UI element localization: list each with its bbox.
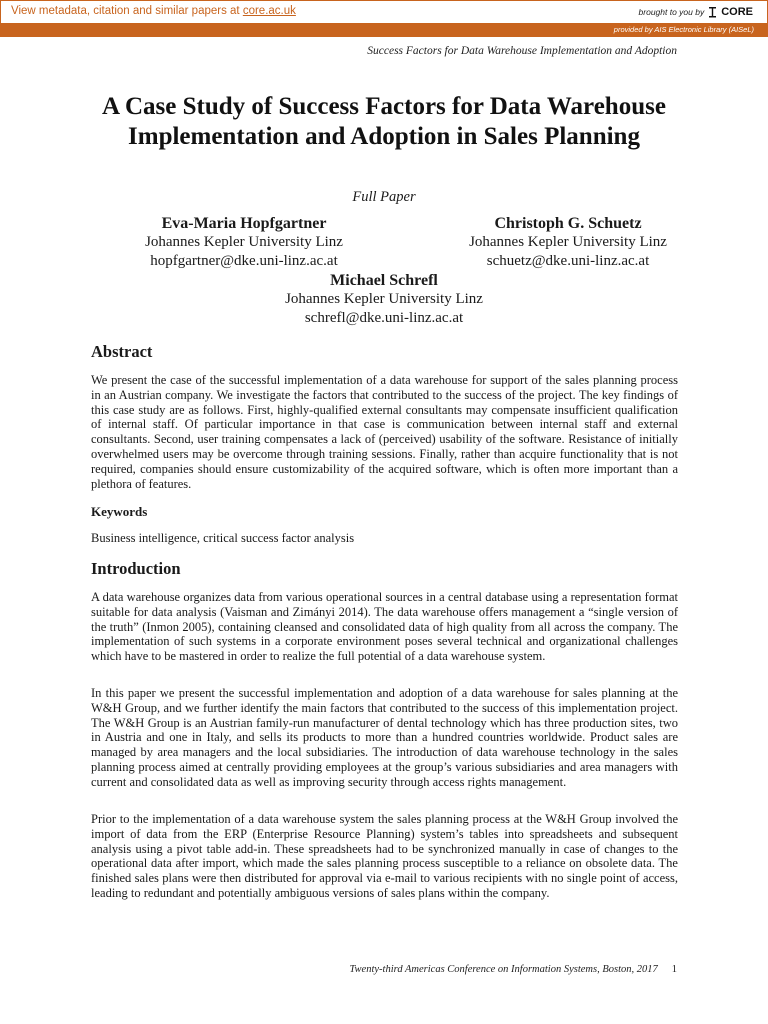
author-email: schrefl@dke.uni-linz.ac.at bbox=[304, 310, 464, 326]
introduction-heading: Introduction bbox=[91, 559, 181, 578]
keywords-text: Business intelligence, critical success factor analysis bbox=[91, 531, 355, 545]
core-banner bbox=[0, 0, 768, 24]
author-name: Christoph G. Schuetz bbox=[494, 215, 642, 232]
intro-paragraph: A data warehouse organizes data from various operational sources in a central database using a representation format suitable for data analysis (Vaisman and Zimányi 2014). The data warehouse offers management a “single version of the truth” (Inmon 2005), containing cleansed and consolidated data of high quality from all across the company. The implementation of such systems in a corporate environment poses several technical and organizational challenges which have to be mastered in order to realize the full potential of a data warehouse system. bbox=[91, 590, 678, 664]
running-header: Success Factors for Data Warehouse Implementation and Adoption bbox=[367, 45, 677, 57]
paper-type: Full Paper bbox=[352, 189, 416, 205]
brought-by bbox=[639, 6, 753, 18]
intro-paragraph: In this paper we present the successful implementation and adoption of a data warehouse for sales planning at the W&H Group, and we further identify the main factors that contributed to the success of this implementation project. The W&H Group is an Austrian family-run manufacturer of dental technology which has three production sites, two in Austria and one in Italy, and sells its products to more than a hundred countries worldwide. Product sales are managed by area managers and the local subsidiaries. The introduction of data warehouse technology in the sales planning process aimed at centrally providing employees at the group’s various subsidiaries and area managers with current and consolidated data as well as improving security through access rights management. bbox=[91, 686, 678, 789]
author-name: Eva-Maria Hopfgartner bbox=[161, 215, 327, 232]
author-email: schuetz@dke.uni-linz.ac.at bbox=[486, 253, 650, 269]
keywords-heading: Keywords bbox=[91, 504, 148, 519]
provided-by-bar bbox=[0, 24, 768, 37]
author-affiliation: Johannes Kepler University Linz bbox=[145, 234, 343, 250]
core-logo-icon bbox=[708, 6, 717, 18]
page-footer bbox=[349, 964, 677, 975]
paper-title: A Case Study of Success Factors for Data Warehouse Implementation and Adoption in Sales Planning bbox=[102, 93, 666, 150]
author-block bbox=[244, 271, 524, 328]
page-number: 1 bbox=[671, 964, 677, 975]
core-logo-text[interactable]: CORE bbox=[721, 6, 753, 18]
core-metadata-link[interactable] bbox=[11, 5, 296, 17]
author-name: Michael Schrefl bbox=[330, 272, 438, 289]
author-affiliation: Johannes Kepler University Linz bbox=[285, 291, 483, 307]
core-link-site[interactable]: core.ac.uk bbox=[242, 5, 296, 17]
author-affiliation: Johannes Kepler University Linz bbox=[469, 234, 667, 250]
author-block bbox=[104, 214, 384, 271]
core-link-prefix: View metadata, citation and similar papers at bbox=[11, 5, 243, 17]
abstract-text: We present the case of the successful implementation of a data warehouse for support of the sales planning process in an Austrian company. We investigate the factors that contributed to the success of the project. The key findings of this case study are as follows. First, highly-qualified external consultants may compensate insufficient qualification of internal staff. Of particular importance in that case is communication between internal staff and external consultants. Second, user training compensates a lack of (perceived) usability of the software. Resistance of initially overwhelmed users may be overcome through training sessions. Finally, rather than acquire functionality that is not required, companies should ensure customizability of the acquired software, which is often more important than a plethora of features. bbox=[91, 373, 678, 491]
conference-name: Twenty-third Americas Conference on Information Systems, Boston, 2017 bbox=[349, 964, 658, 975]
intro-paragraph: Prior to the implementation of a data warehouse system the sales planning process at the W&H Group involved the import of data from the ERP (Enterprise Resource Planning) system’s tables into spreadsheets and subsequent analysis using a pivot table add-in. These spreadsheets had to be synchronized manually in case of changes to the operational data after import, which made the sales planning process susceptible to a reliance on obsolete data. The finished sales plans were then distributed for approval via e-mail to various recipients with no single point of access, leading to redundant and potentially ambiguous versions of sales plans within the company. bbox=[91, 812, 678, 900]
abstract-heading: Abstract bbox=[91, 342, 153, 361]
brought-by-text: brought to you by bbox=[638, 7, 705, 17]
provided-by-text: provided by AIS Electronic Library (AISeL) bbox=[613, 25, 754, 34]
author-email: hopfgartner@dke.uni-linz.ac.at bbox=[150, 253, 338, 269]
author-block bbox=[428, 214, 708, 271]
